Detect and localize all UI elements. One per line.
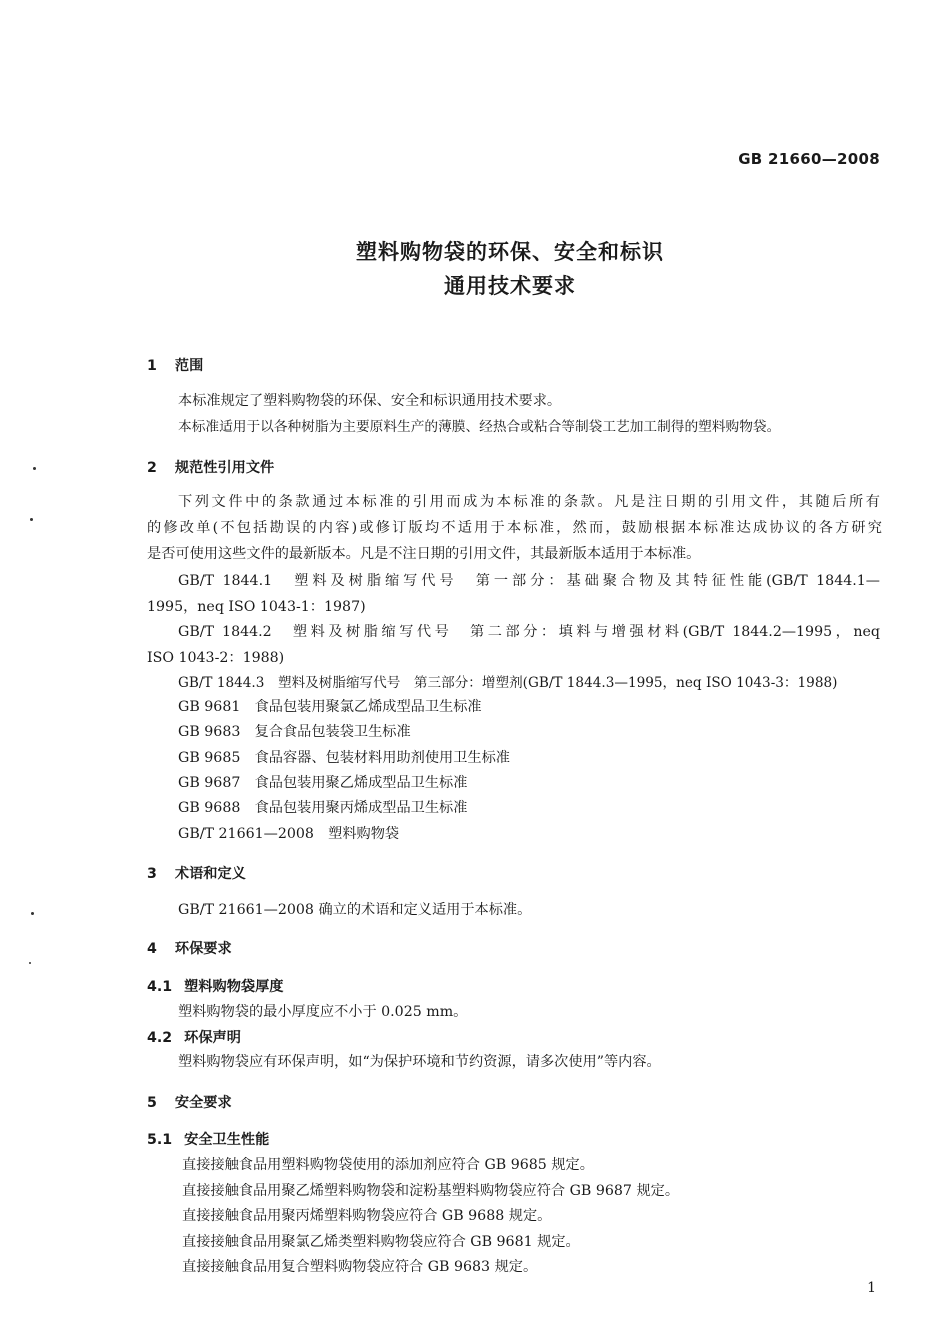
- s5-1-paragraph: 直接接触食品用聚氯乙烯类塑料购物袋应符合 GB 9681 规定。: [182, 1234, 580, 1250]
- section-number: 1: [147, 358, 157, 374]
- section-title: 环保要求: [174, 941, 232, 957]
- reference-item: GB/T 1844.3 塑料及树脂缩写代号 第三部分：增塑剂(GB/T 1844.3—1995，neq ISO 1043-3：1988): [178, 675, 838, 691]
- section-number: 2: [147, 460, 157, 476]
- page-number: 1: [867, 1280, 876, 1296]
- scan-speck: [31, 912, 34, 915]
- reference-item: GB 9681 食品包装用聚氯乙烯成型品卫生标准: [178, 699, 482, 715]
- s4-1-paragraph: 塑料购物袋的最小厚度应不小于 0.025 mm。: [178, 1004, 468, 1020]
- section-title: 术语和定义: [174, 866, 246, 882]
- subsection-title: 塑料购物袋厚度: [184, 979, 284, 995]
- subsection-number: 4.1: [147, 979, 173, 995]
- section-5-heading: [147, 1093, 232, 1113]
- s2-intro-line-3: 是否可使用这些文件的最新版本。凡是不注日期的引用文件，其最新版本适用于本标准。: [147, 546, 701, 562]
- reference-item: GB/T 21661—2008 塑料购物袋: [178, 826, 400, 842]
- s5-1-paragraph: 直接接触食品用聚乙烯塑料购物袋和淀粉基塑料购物袋应符合 GB 9687 规定。: [182, 1183, 680, 1199]
- reference-item-cont: 1995，neq ISO 1043-1：1987): [147, 599, 366, 615]
- section-title: 范围: [174, 358, 204, 374]
- s1-paragraph-1: 本标准规定了塑料购物袋的环保、安全和标识通用技术要求。: [178, 393, 562, 409]
- subsection-4-1-heading: [147, 977, 283, 997]
- reference-item: GB/T 1844.2 塑料及树脂缩写代号 第二部分：填料与增强材料(GB/T 1844.2—1995，neq: [178, 624, 880, 640]
- s2-intro-line-1: 下列文件中的条款通过本标准的引用而成为本标准的条款。凡是注日期的引用文件，其随后所有: [178, 494, 880, 510]
- s5-1-paragraph: 直接接触食品用塑料购物袋使用的添加剂应符合 GB 9685 规定。: [182, 1157, 594, 1173]
- subsection-number: 4.2: [147, 1030, 173, 1046]
- reference-item: GB 9683 复合食品包装袋卫生标准: [178, 724, 411, 740]
- document-title-line2: 通用技术要求: [444, 274, 576, 298]
- section-number: 3: [147, 866, 157, 882]
- subsection-title: 环保声明: [184, 1030, 241, 1046]
- reference-item: GB 9687 食品包装用聚乙烯成型品卫生标准: [178, 775, 468, 791]
- section-1-heading: [147, 356, 203, 376]
- s1-paragraph-2: 本标准适用于以各种树脂为主要原料生产的薄膜、经热合或粘合等制袋工艺加工制得的塑料购物袋。: [178, 419, 781, 435]
- scan-speck: [33, 467, 36, 470]
- s2-intro-line-2: 的修改单(不包括勘误的内容)或修订版均不适用于本标准，然而，鼓励根据本标准达成协议的各方研究: [147, 520, 882, 536]
- section-number: 5: [147, 1095, 157, 1111]
- document-title-line1: 塑料购物袋的环保、安全和标识: [356, 240, 664, 264]
- subsection-4-2-heading: [147, 1028, 241, 1048]
- s5-1-paragraph: 直接接触食品用复合塑料购物袋应符合 GB 9683 规定。: [182, 1259, 538, 1275]
- section-title: 规范性引用文件: [174, 460, 275, 476]
- section-2-heading: [147, 458, 274, 478]
- subsection-5-1-heading: [147, 1130, 269, 1150]
- section-3-heading: [147, 864, 246, 884]
- s4-2-paragraph: 塑料购物袋应有环保声明，如“为保护环境和节约资源，请多次使用”等内容。: [178, 1054, 661, 1070]
- subsection-number: 5.1: [147, 1132, 173, 1148]
- section-title: 安全要求: [174, 1095, 232, 1111]
- scan-speck: [30, 518, 33, 521]
- reference-item: GB 9688 食品包装用聚丙烯成型品卫生标准: [178, 800, 468, 816]
- reference-item: GB/T 1844.1 塑料及树脂缩写代号 第一部分：基础聚合物及其特征性能(GB/T 1844.1—: [178, 573, 880, 589]
- subsection-title: 安全卫生性能: [184, 1132, 270, 1148]
- reference-item: GB 9685 食品容器、包装材料用助剂使用卫生标准: [178, 750, 510, 766]
- reference-item-cont: ISO 1043-2：1988): [147, 650, 285, 666]
- scan-speck: [29, 962, 31, 964]
- section-4-heading: [147, 939, 232, 959]
- s5-1-paragraph: 直接接触食品用聚丙烯塑料购物袋应符合 GB 9688 规定。: [182, 1208, 552, 1224]
- s3-paragraph: GB/T 21661—2008 确立的术语和定义适用于本标准。: [178, 902, 532, 918]
- standard-code: GB 21660—2008: [738, 150, 880, 168]
- section-number: 4: [147, 941, 157, 957]
